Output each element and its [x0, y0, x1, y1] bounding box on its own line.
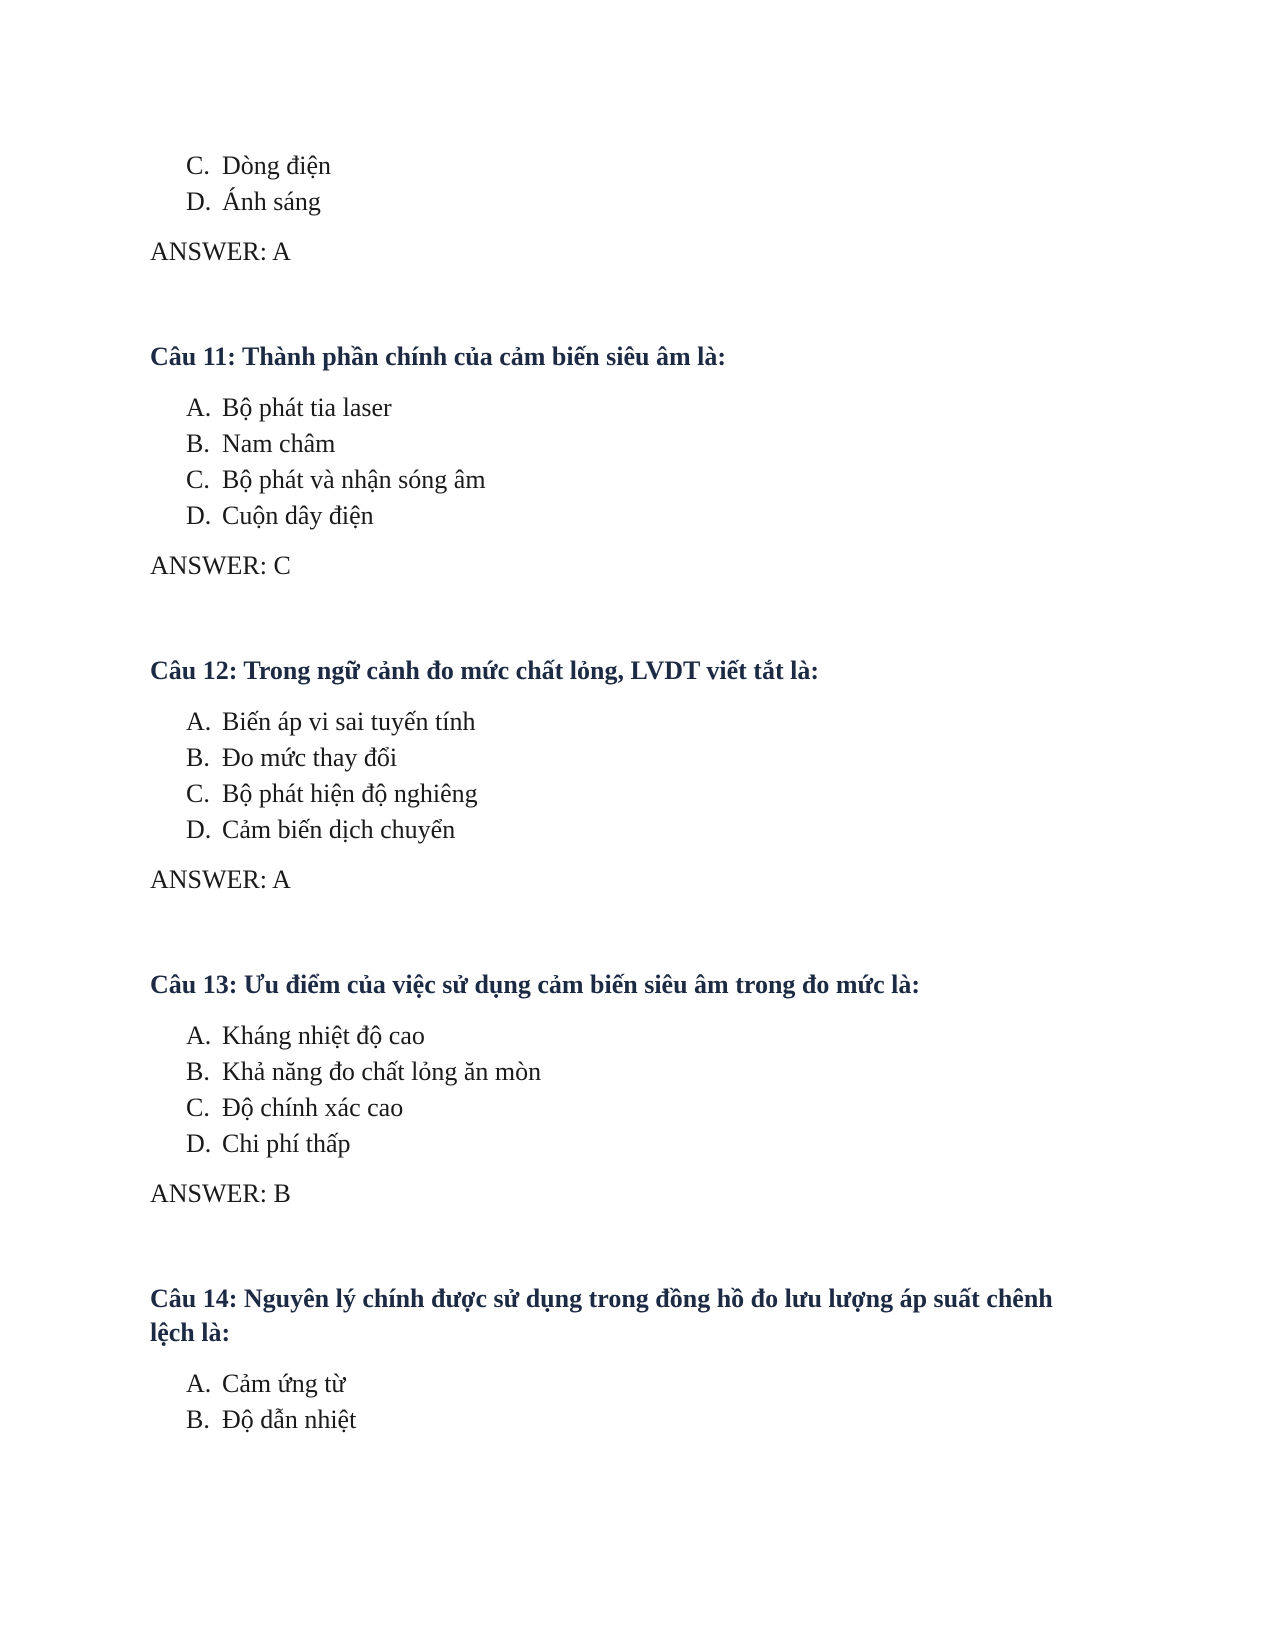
- option-b: B. Đo mức thay đổi: [186, 743, 398, 772]
- option-d: D. Ánh sáng: [186, 187, 321, 216]
- question-title: Câu 14: Nguyên lý chính được sử dụng trong đồng hồ đo lưu lượng áp suất chênh lệch là:: [150, 1284, 1053, 1347]
- option-c: C. Độ chính xác cao: [186, 1093, 404, 1122]
- answer: ANSWER: A: [150, 865, 291, 894]
- option-b: B. Độ dẫn nhiệt: [186, 1405, 357, 1434]
- question-14: [150, 1282, 1110, 1438]
- question-title: Câu 12: Trong ngữ cảnh đo mức chất lỏng, LVDT viết tắt là:: [150, 656, 819, 685]
- options-list: [150, 390, 1110, 534]
- option-d: D. Cuộn dây điện: [186, 501, 374, 530]
- options-list: [150, 704, 1110, 848]
- option-d: D. Chi phí thấp: [186, 1129, 351, 1158]
- question-12: [150, 654, 1110, 898]
- option-a: A. Bộ phát tia laser: [186, 393, 392, 422]
- option-c: C. Bộ phát hiện độ nghiêng: [186, 779, 478, 808]
- document-page: [150, 148, 1110, 1438]
- answer: ANSWER: C: [150, 551, 291, 580]
- options-list: [150, 1366, 1110, 1438]
- intro-options: [150, 148, 1110, 220]
- option-a: A. Kháng nhiệt độ cao: [186, 1021, 425, 1050]
- option-b: B. Nam châm: [186, 429, 336, 458]
- question-11: [150, 340, 1110, 584]
- option-d: D. Cảm biến dịch chuyển: [186, 815, 456, 844]
- answer: ANSWER: B: [150, 1179, 291, 1208]
- option-a: A. Cảm ứng từ: [186, 1369, 346, 1398]
- options-list: [150, 1018, 1110, 1162]
- question-title: Câu 13: Ưu điểm của việc sử dụng cảm biến siêu âm trong đo mức là:: [150, 970, 921, 999]
- option-c: C. Dòng điện: [186, 151, 332, 180]
- answer: ANSWER: A: [150, 237, 291, 266]
- question-13: [150, 968, 1110, 1212]
- option-c: C. Bộ phát và nhận sóng âm: [186, 465, 486, 494]
- option-a: A. Biến áp vi sai tuyến tính: [186, 707, 476, 736]
- question-title: Câu 11: Thành phần chính của cảm biến siêu âm là:: [150, 342, 726, 371]
- option-b: B. Khả năng đo chất lỏng ăn mòn: [186, 1057, 542, 1086]
